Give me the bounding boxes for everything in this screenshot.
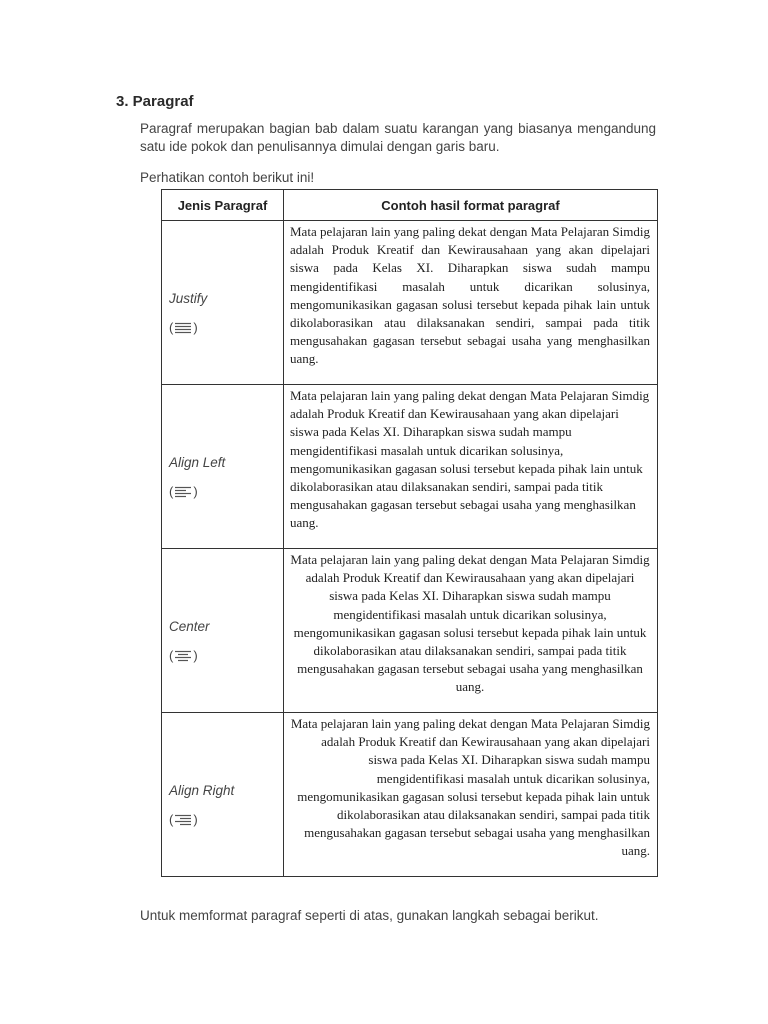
- example-cell-align-left: [284, 385, 658, 549]
- intro-paragraph: Paragraf merupakan bagian bab dalam suatu karangan yang biasanya mengandung satu ide pokok dan penulisannya dimulai dengan garis baru.: [140, 121, 656, 154]
- table-row: [162, 713, 658, 877]
- type-cell-justify: [162, 221, 284, 385]
- example-cell-center: [284, 549, 658, 713]
- example-text-align-right: Mata pelajaran lain yang paling dekat dengan Mata Pelajaran Simdig adalah Produk Kreatif dan Kewirausahaan yang akan dipelajari siswa pada Kelas XI. Diharapkan siswa sudah mampu mengidentifikasi masalah untuk dicarikan solusinya, mengomunikasikan gagasan solusi tersebut kepada pihak lain untuk dikolaborasikan atau dilaksanakan sendiri, sampai pada titik mengusahakan gagasan tersebut sebagai usaha yang menghasilkan uang.: [290, 716, 650, 859]
- table-row: [162, 549, 658, 713]
- section-heading: 3. Paragraf: [116, 93, 194, 110]
- table-row: [162, 385, 658, 549]
- instruction-note: Perhatikan contoh berikut ini!: [140, 170, 315, 185]
- align-justify-icon: ( ): [169, 320, 198, 335]
- type-cell-align-right: [162, 713, 284, 877]
- type-label-align-right: Align Right: [169, 783, 235, 798]
- align-left-icon: ( ): [169, 484, 198, 499]
- type-label-center: Center: [169, 619, 210, 634]
- example-text-center: Mata pelajaran lain yang paling dekat dengan Mata Pelajaran Simdig adalah Produk Kreatif dan Kewirausahaan yang akan dipelajari siswa pada Kelas XI. Diharapkan siswa sudah mampu mengidentifikasi masalah untuk dicarikan solusinya, mengomunikasikan gagasan solusi tersebut kepada pihak lain untuk dikolaborasikan atau dilaksanakan sendiri, sampai pada titik mengusahakan gagasan tersebut sebagai usaha yang menghasilkan uang.: [290, 552, 650, 695]
- align-center-icon: ( ): [169, 648, 198, 663]
- example-cell-align-right: [284, 713, 658, 877]
- example-cell-justify: [284, 221, 658, 385]
- type-cell-align-left: [162, 385, 284, 549]
- align-right-icon: ( ): [169, 812, 198, 827]
- example-text-align-left: Mata pelajaran lain yang paling dekat dengan Mata Pelajaran Simdig adalah Produk Kreatif dan Kewirausahaan yang akan dipelajari siswa pada Kelas XI. Diharapkan siswa sudah mampu mengidentifikasi masalah untuk dicarikan solusinya, mengomunikasikan gagasan solusi tersebut kepada pihak lain untuk dikolaborasikan atau dilaksanakan sendiri, sampai pada titik mengusahakan gagasan tersebut sebagai usaha yang menghasilkan uang.: [290, 388, 650, 531]
- paragraph-format-table: [161, 189, 658, 877]
- type-label-justify: Justify: [169, 291, 208, 306]
- example-text-justify: Mata pelajaran lain yang paling dekat dengan Mata Pelajaran Simdig adalah Produk Kreatif dan Kewirausahaan yang akan dipelajari siswa pada Kelas XI. Diharapkan siswa sudah mampu mengidentifikasi masalah untuk dicarikan solusinya, mengomunikasikan gagasan solusi tersebut kepada pihak lain untuk dikolaborasikan atau dilaksanakan sendiri, sampai pada titik mengusahakan gagasan tersebut sebagai usaha yang menghasilkan uang.: [290, 224, 650, 367]
- type-cell-center: [162, 549, 284, 713]
- header-paragraph-type: Jenis Paragraf: [162, 190, 284, 221]
- closing-paragraph: Untuk memformat paragraf seperti di atas, gunakan langkah sebagai berikut.: [140, 908, 599, 923]
- table-row: [162, 221, 658, 385]
- header-format-example: Contoh hasil format paragraf: [284, 190, 658, 221]
- table-header-row: [162, 190, 658, 221]
- type-label-align-left: Align Left: [169, 455, 226, 470]
